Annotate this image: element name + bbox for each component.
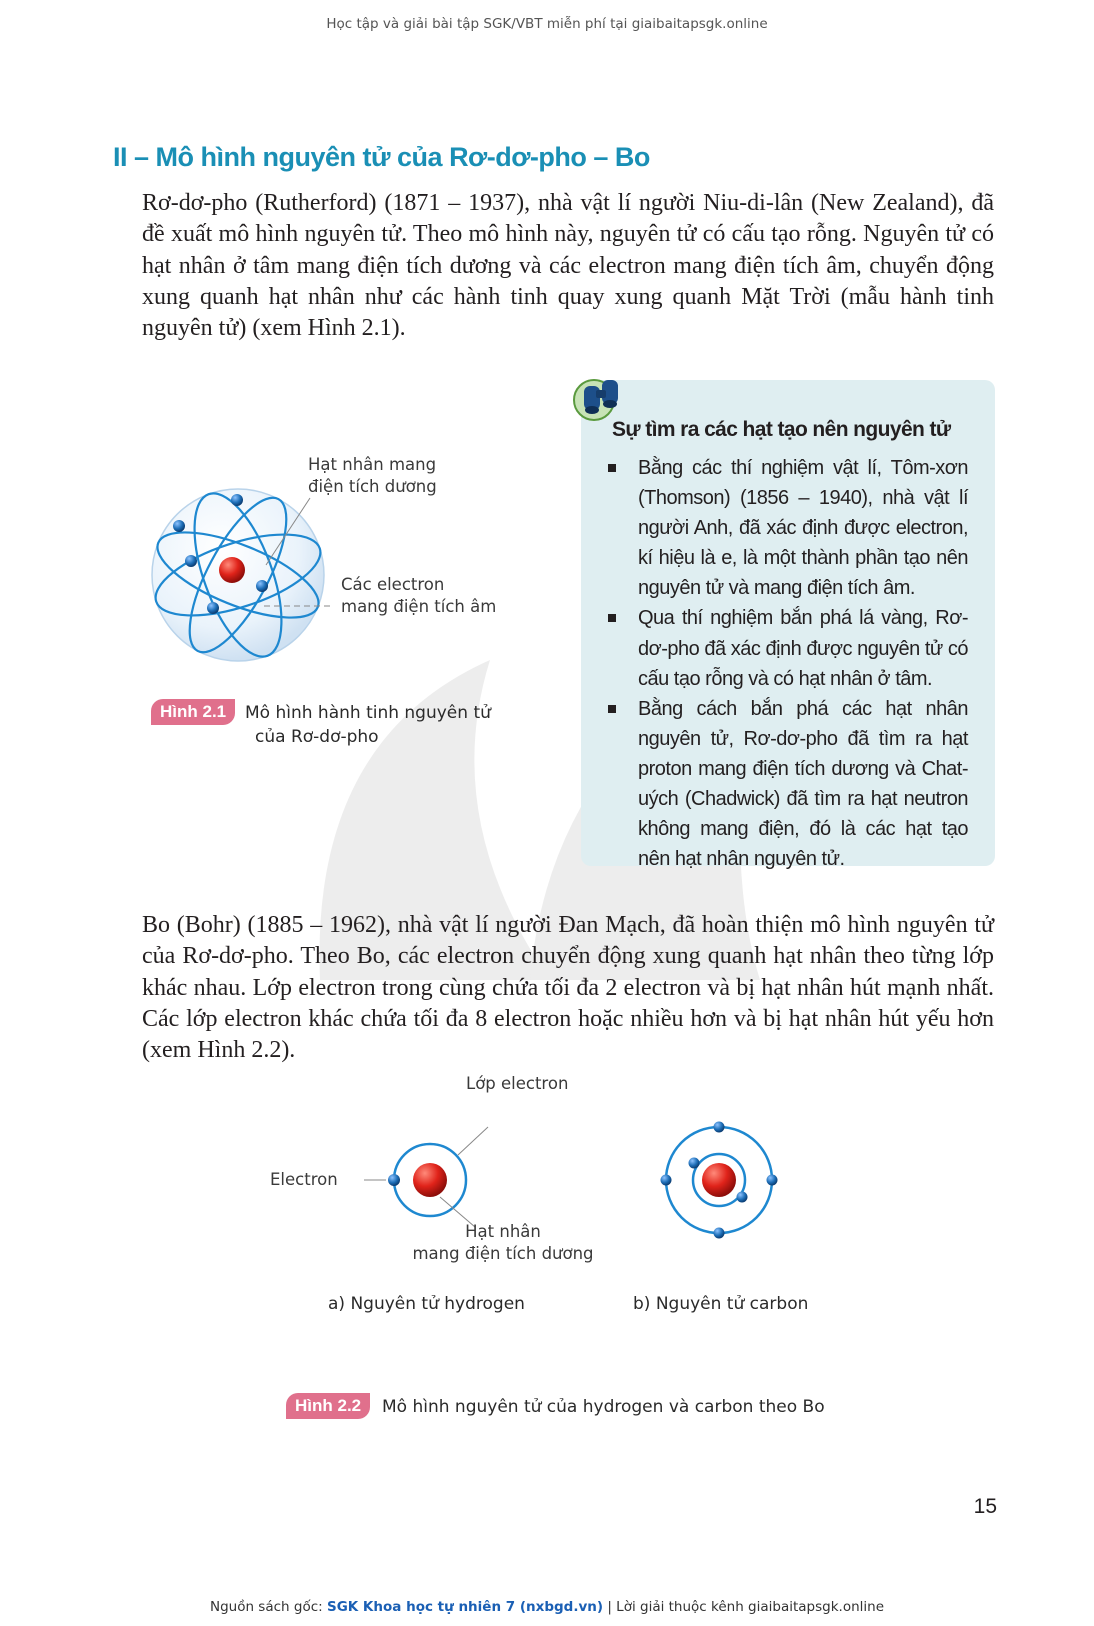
paragraph-rutherford: Rơ-dơ-pho (Rutherford) (1871 – 1937), nhà vật lí người Niu-di-lân (New Zealand), đã đề xuất mô hình nguyên tử. Theo mô hình này, nguyên tử có cấu tạo rỗng. Nguyên tử có hạt nhân ở tâm mang điện tích dương và các electron mang điện tích âm, chuyển động xung quanh hạt nhân như các hành tinh quay xung quanh Mặt Trời (mẫu hành tinh nguyên tử) (xem Hình 2.1). — [142, 190, 994, 342]
rutherford-atom-diagram — [148, 470, 568, 800]
figure1-caption-line1: Mô hình hành tinh nguyên tử — [245, 703, 491, 723]
label-bohr-nucleus-line1: Hạt nhân — [465, 1222, 541, 1241]
info-box-list — [606, 453, 968, 874]
paragraph-bohr: Bo (Bohr) (1885 – 1962), nhà vật lí người Đan Mạch, đã hoàn thiện mô hình nguyên tử của Rơ-dơ-pho. Theo Bo, các electron chuyển động xung quanh hạt nhân theo từng lớp khác nhau. Lớp electron trong cùng chứa tối đa 2 electron và bị hạt nhân hút mạnh nhất. Các lớp electron khác chứa tối đa 8 electron hoặc nhiều hơn và bị hạt nhân hút yếu hơn (xem Hình 2.2). — [142, 912, 994, 1064]
footer-source-link[interactable]: SGK Khoa học tự nhiên 7 (nxbgd.vn) — [326, 1599, 604, 1615]
label-electron: Electron — [270, 1170, 338, 1189]
figure1-caption-line2: của Rơ-dơ-pho — [255, 727, 379, 747]
footer — [0, 1599, 1094, 1615]
label-nucleus-line2: điện tích dương — [308, 477, 437, 496]
figure2-caption: Mô hình nguyên tử của hydrogen và carbon theo Bo — [382, 1397, 825, 1417]
label-nucleus-line1: Hạt nhân mang — [308, 455, 437, 474]
figure1-badge: Hình 2.1 — [151, 699, 235, 725]
label-electron-shell: Lớp electron — [466, 1074, 569, 1093]
footer-suffix: | Lời giải thuộc kênh giaibaitapsgk.online — [603, 1599, 885, 1615]
footer-prefix: Nguồn sách gốc: — [209, 1599, 327, 1615]
subcaption-hydrogen: a) Nguyên tử hydrogen — [328, 1294, 525, 1314]
figure-bohr-models — [270, 1074, 830, 1314]
label-electrons-line2: mang điện tích âm — [341, 597, 497, 616]
bohr-atoms-diagram — [270, 1105, 830, 1305]
label-electrons-line1: Các electron — [341, 575, 445, 594]
label-bohr-nucleus-line2: mang điện tích dương — [412, 1244, 594, 1263]
list-item: Qua thí nghiệm bắn phá lá vàng, Rơ-dơ-pho đã xác định được nguyên tử có cấu tạo rỗng và có hạt nhân ở tâm. — [606, 603, 968, 693]
subcaption-carbon: b) Nguyên tử carbon — [633, 1294, 809, 1314]
binoculars-icon — [572, 372, 634, 422]
section-heading: II – Mô hình nguyên tử của Rơ-dơ-pho – Bo — [113, 142, 650, 172]
list-item: Bằng các thí nghiệm vật lí, Tôm-xơn (Thomson) (1856 – 1940), nhà vật lí người Anh, đã xác định được electron, kí hiệu là e, là một thành phần tạo nên nguyên tử và mang điện tích âm. — [606, 453, 968, 603]
info-box-title: Sự tìm ra các hạt tạo nên nguyên tử — [612, 418, 951, 441]
list-item: Bằng cách bắn phá các hạt nhân nguyên tử, Rơ-dơ-pho đã tìm ra hạt proton mang điện tích dương và Chat-uých (Chadwick) đã tìm ra hạt neutron không mang điện, đó là các hạt tạo nên hạt nhân nguyên tử. — [606, 694, 968, 875]
figure2-badge: Hình 2.2 — [286, 1393, 370, 1419]
figure-rutherford-model — [148, 455, 568, 800]
top-banner: Học tập và giải bài tập SGK/VBT miễn phí tại giaibaitapsgk.online — [326, 16, 768, 32]
page-number: 15 — [973, 1495, 997, 1518]
